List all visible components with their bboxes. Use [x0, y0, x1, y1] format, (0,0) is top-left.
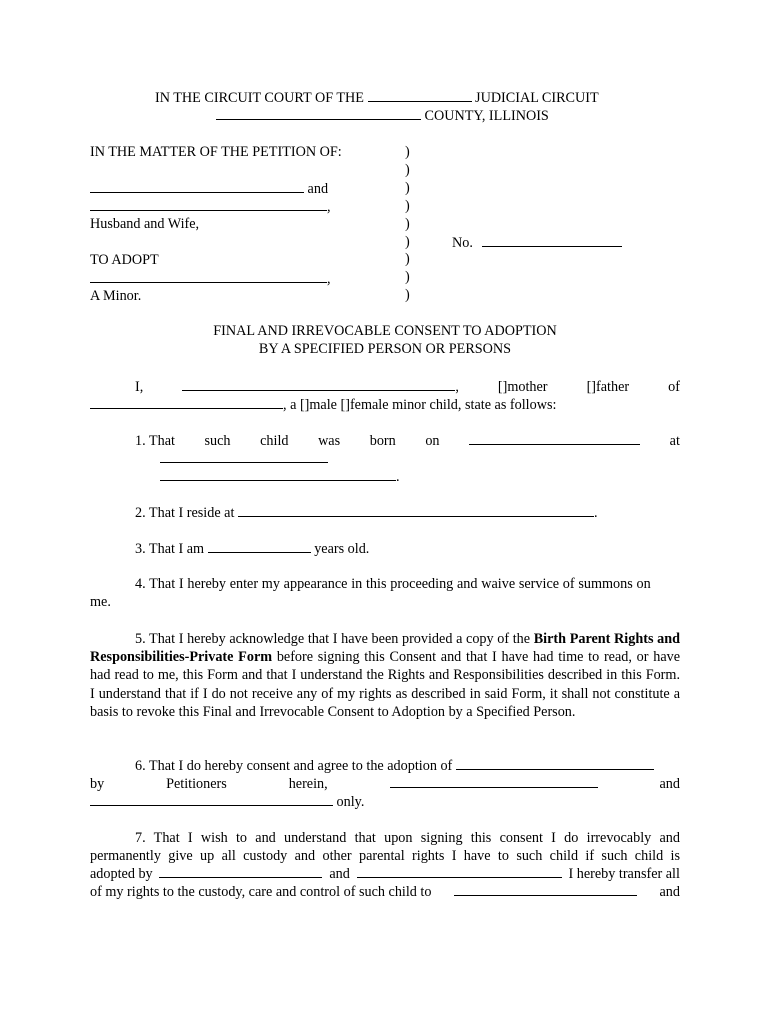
p3-end: years old. [314, 541, 370, 557]
matter-heading: IN THE MATTER OF THE PETITION OF: [90, 144, 342, 160]
intro-line-1 [90, 378, 680, 396]
p7-end: and [659, 884, 680, 900]
judicial-circuit-blank[interactable] [368, 89, 472, 102]
p6-text: 6. That I do hereby consent and agree to the adoption of [135, 758, 453, 774]
p4-line-1: 4. That I hereby enter my appearance in this proceeding and waive service of summons on [135, 576, 651, 592]
p2-line [135, 504, 598, 522]
caption-paren: ) [405, 179, 410, 196]
p6-and: and [659, 776, 680, 792]
p1-word: child [260, 433, 289, 449]
husband-wife-label: Husband and Wife, [90, 216, 200, 232]
caption-paren: ) [405, 197, 410, 214]
intro-line-2 [90, 396, 556, 414]
caption-paren: ) [405, 233, 410, 250]
petitioner-1-line [90, 180, 328, 198]
birth-date-blank[interactable] [469, 432, 640, 445]
p7-line-4-text: of my rights to the custody, care and control of such child to [90, 884, 432, 900]
father-checkbox-label[interactable]: []father [586, 379, 630, 395]
p5-before: 5. That I hereby acknowledge that I have been provided a copy of the [135, 631, 531, 647]
p3-line [135, 540, 369, 558]
intro-of: of [668, 379, 680, 395]
p1-end: . [396, 469, 400, 485]
age-blank[interactable] [208, 540, 311, 553]
p2-end: . [593, 505, 598, 521]
p1-line-1 [135, 432, 680, 450]
p7-transfer: I hereby transfer all [568, 866, 680, 882]
p7-and: and [329, 866, 350, 882]
birth-place-blank-2[interactable] [160, 468, 396, 481]
court-header-text-a: IN THE CIRCUIT COURT OF THE [155, 90, 364, 106]
petitioner-b-blank[interactable] [90, 793, 333, 806]
p3-text: 3. That I am [135, 541, 205, 557]
p5-bold-2: and Responsibilities-Private Form [90, 631, 681, 666]
p1-word: was [318, 433, 341, 449]
p1-line-3 [160, 468, 400, 486]
document-title-line-2: BY A SPECIFIED PERSON OR PERSONS [258, 341, 512, 357]
petitioner-2-blank[interactable] [90, 198, 327, 211]
case-number-label: No. [452, 235, 473, 251]
case-number-line [452, 234, 622, 252]
intro-comma: , [455, 379, 459, 395]
court-header-text-b: JUDICIAL CIRCUIT [475, 90, 599, 106]
p1-word: on [425, 433, 440, 449]
mother-checkbox-label[interactable]: []mother [497, 379, 548, 395]
p1-word: such [204, 433, 231, 449]
p7-adopted-by: adopted by [90, 866, 153, 882]
caption-paren: ) [405, 287, 410, 304]
p5-after: before signing this Consent and that I have had time to read, or have had read to me, this Form and that I understand the Rights and Responsibilities described in this Form. I understand that if I do not receive any of my rights as described in said Form, it shall not constitute a basis to revoke this Final and Irrevocable Consent to Adoption by a Specified Person. [90, 649, 681, 720]
petitioner-2-comma: , [327, 199, 331, 215]
caption-paren: ) [405, 215, 410, 232]
intro-line-2-text: , a []male []female minor child, state as follows: [283, 397, 557, 413]
p7-lines-1-2: 7. That I wish to and understand that upon signing this consent I do irrevocably and permanently give up all custody and other parental rights I have to such child if such child is [90, 830, 680, 865]
p6-by: by [90, 776, 105, 792]
p6-herein: herein, [288, 776, 328, 792]
document-title-line-1: FINAL AND IRREVOCABLE CONSENT TO ADOPTION [213, 323, 557, 339]
minor-name-comma: , [327, 271, 331, 287]
case-number-blank[interactable] [482, 234, 622, 247]
consentor-name-blank[interactable] [182, 378, 455, 391]
p1-word: born [369, 433, 396, 449]
p6-line-1 [135, 757, 654, 775]
p5-paragraph [90, 630, 680, 721]
p4-line-2: me. [90, 594, 111, 610]
caption-parens [405, 144, 410, 305]
p6-only: only. [336, 794, 365, 810]
p1-at: at [669, 433, 680, 449]
intro-i: I, [135, 379, 144, 395]
petitioner-a-blank[interactable] [390, 775, 598, 788]
custody-transferee-blank[interactable] [454, 883, 637, 896]
minor-name-blank[interactable] [90, 270, 327, 283]
p5-bold-1: Birth Parent Rights [533, 631, 654, 647]
caption-paren: ) [405, 269, 410, 286]
p7-line-3 [90, 865, 680, 883]
p7-line-4 [90, 883, 680, 901]
county-text: COUNTY, ILLINOIS [424, 108, 549, 124]
caption-paren: ) [405, 161, 410, 178]
p6-line-3 [90, 793, 364, 811]
petitioner-1-blank[interactable] [90, 180, 304, 193]
p2-text: 2. That I reside at [135, 505, 235, 521]
court-header-line-2 [216, 107, 549, 125]
caption-paren: ) [405, 251, 410, 268]
county-blank[interactable] [216, 107, 421, 120]
p1-word: 1. That [135, 433, 175, 449]
intro-name-group [182, 378, 459, 396]
adoptive-parent-2-blank[interactable] [357, 865, 562, 878]
p6-line-2 [90, 775, 680, 793]
birth-place-blank-1[interactable] [160, 450, 328, 463]
minor-child-name-blank[interactable] [90, 396, 283, 409]
minor-name-line [90, 270, 331, 288]
petitioner-and: and [307, 181, 329, 197]
court-header-line-1 [155, 89, 599, 107]
p6-petitioners: Petitioners [166, 776, 227, 792]
petitioner-2-line [90, 198, 331, 216]
to-adopt-label: TO ADOPT [90, 252, 159, 268]
a-minor-label: A Minor. [90, 288, 142, 304]
caption-paren: ) [405, 144, 410, 160]
adoptive-parent-1-blank[interactable] [159, 865, 322, 878]
adoptee-blank[interactable] [456, 757, 654, 770]
residence-blank[interactable] [238, 504, 594, 517]
